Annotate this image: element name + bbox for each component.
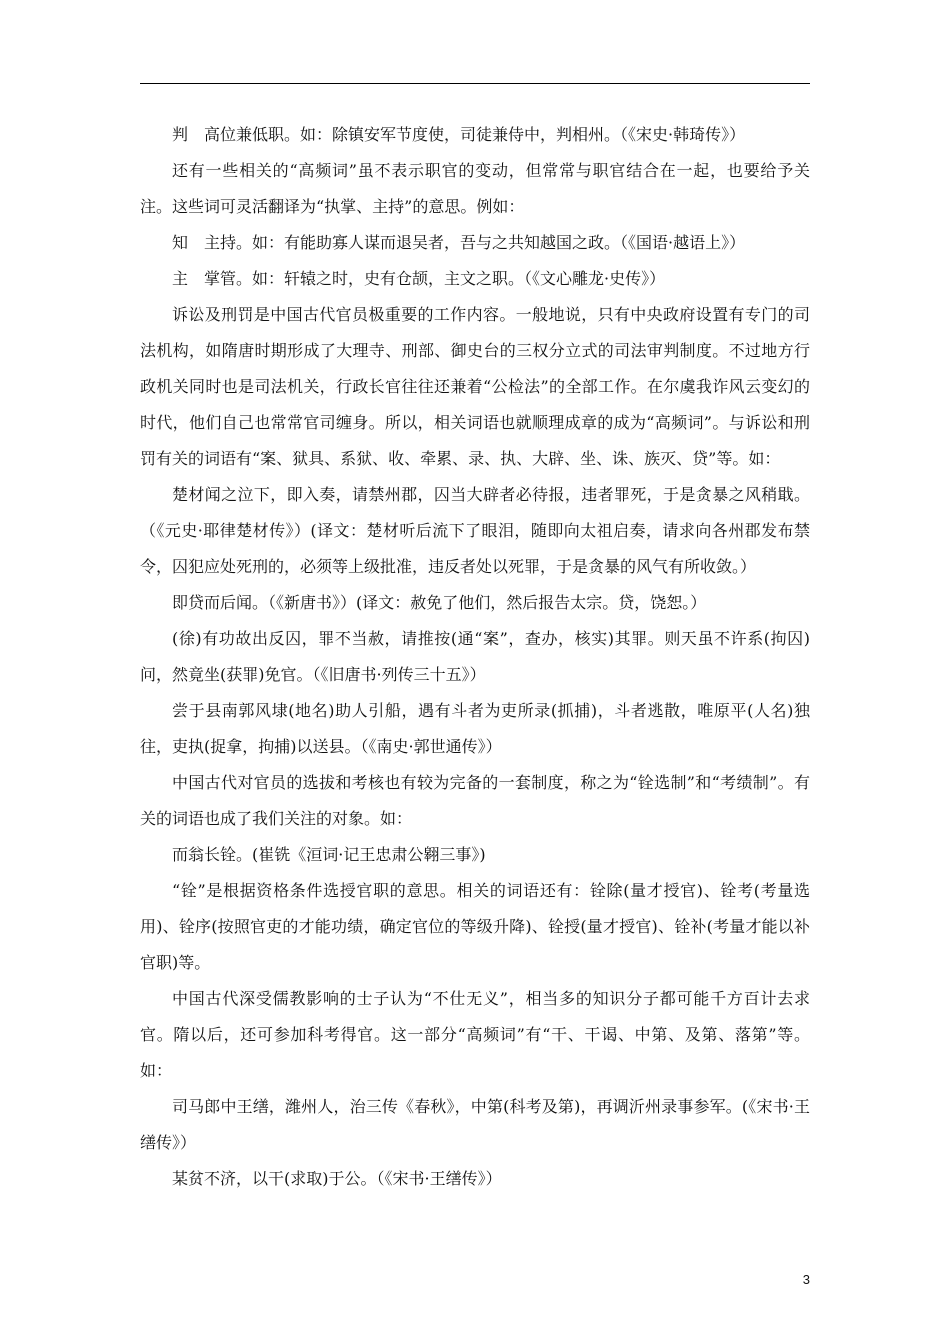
paragraph-example-guo: 尝于县南郭风埭(地名)助人引船，遇有斗者为吏所录(抓捕)，斗者逃散，唯原平(人名)独往，吏执(捉拿，拘捕)以送县。（《南史·郭世通传》）: [140, 701, 810, 756]
paragraph-related-words: 还有一些相关的“高频词”虽不表示职官的变动，但常常与职官结合在一起，也要给予关注。这些词可灵活翻译为“执掌、主持”的意思。例如：: [140, 161, 810, 216]
paragraph-selection-system: 中国古代对官员的选拔和考核也有较为完备的一套制度，称之为“铨选制”和“考绩制”。有关的词语也成了我们关注的对象。如：: [140, 773, 810, 828]
paragraph-example-chucai: 楚材闻之泣下，即入奏，请禁州郡，囚当大辟者必待报，违者罪死，于是贪暴之风稍戢。（《元史·耶律楚材传》）(译文：楚材听后流下了眼泪，随即向太祖启奏，请求向各州郡发布禁令，囚犯应处死刑的，必须等上级批准，违反者处以死罪，于是贪暴的风气有所收敛。）: [140, 485, 810, 576]
paragraph-example-wangshan: 司马郎中王缮，潍州人，治三传《春秋》，中第(科考及第)，再调沂州录事参军。(《宋书·王缮传》）: [140, 1097, 810, 1152]
page-number: 3: [802, 1272, 810, 1287]
paragraph-example-dai: 即贷而后闻。（《新唐书》）(译文：赦免了他们，然后报告太宗。贷，饶恕。）: [172, 593, 707, 612]
paragraph-example-xu: (徐)有功故出反囚，罪不当赦，请推按(通“案”，查办，核实)其罪。则天虽不许系(拘囚)问，然竟坐(获罪)免官。（《旧唐书·列传三十五》）: [140, 629, 810, 684]
paragraph-example-gan: 某贫不济，以干(求取)于公。（《宋书·王缮传》）: [172, 1169, 502, 1188]
paragraph-zhu: 主 掌管。如：轩辕之时，史有仓颉，主文之职。（《文心雕龙·史传》）: [172, 269, 666, 288]
document-body: [140, 117, 810, 1197]
header-rule: [140, 83, 810, 84]
paragraph-quan-meaning: “铨”是根据资格条件选授官职的意思。相关的词语还有：铨除(量才授官)、铨考(考量选用)、铨序(按照官吏的才能功绩，确定官位的等级升降)、铨授(量才授官)、铨补(考量才能以补官职)等。: [140, 881, 810, 972]
paragraph-seeking-office: 中国古代深受儒教影响的士子认为“不仕无义”，相当多的知识分子都可能千方百计去求官。隋以后，还可参加科考得官。这一部分“高频词”有“干、干谒、中第、及第、落第”等。如：: [140, 989, 810, 1080]
paragraph-example-quan: 而翁长铨。(崔铣《洹词·记王忠肃公翱三事》): [172, 845, 486, 864]
paragraph-zhi: 知 主持。如：有能助寡人谋而退吴者，吾与之共知越国之政。（《国语·越语上》）: [172, 233, 746, 252]
paragraph-pan: 判 高位兼低职。如：除镇安军节度使，司徒兼侍中，判相州。（《宋史·韩琦传》）: [172, 125, 746, 144]
paragraph-litigation: 诉讼及刑罚是中国古代官员极重要的工作内容。一般地说，只有中央政府设置有专门的司法机构，如隋唐时期形成了大理寺、刑部、御史台的三权分立式的司法审判制度。不过地方行政机关同时也是司法机关，行政长官往往还兼着“公检法”的全部工作。在尔虞我诈风云变幻的时代，他们自己也常常官司缠身。所以，相关词语也就顺理成章的成为“高频词”。与诉讼和刑罚有关的词语有“案、狱具、系狱、收、牵累、录、执、大辟、坐、诛、族灭、贷”等。如：: [140, 305, 810, 468]
